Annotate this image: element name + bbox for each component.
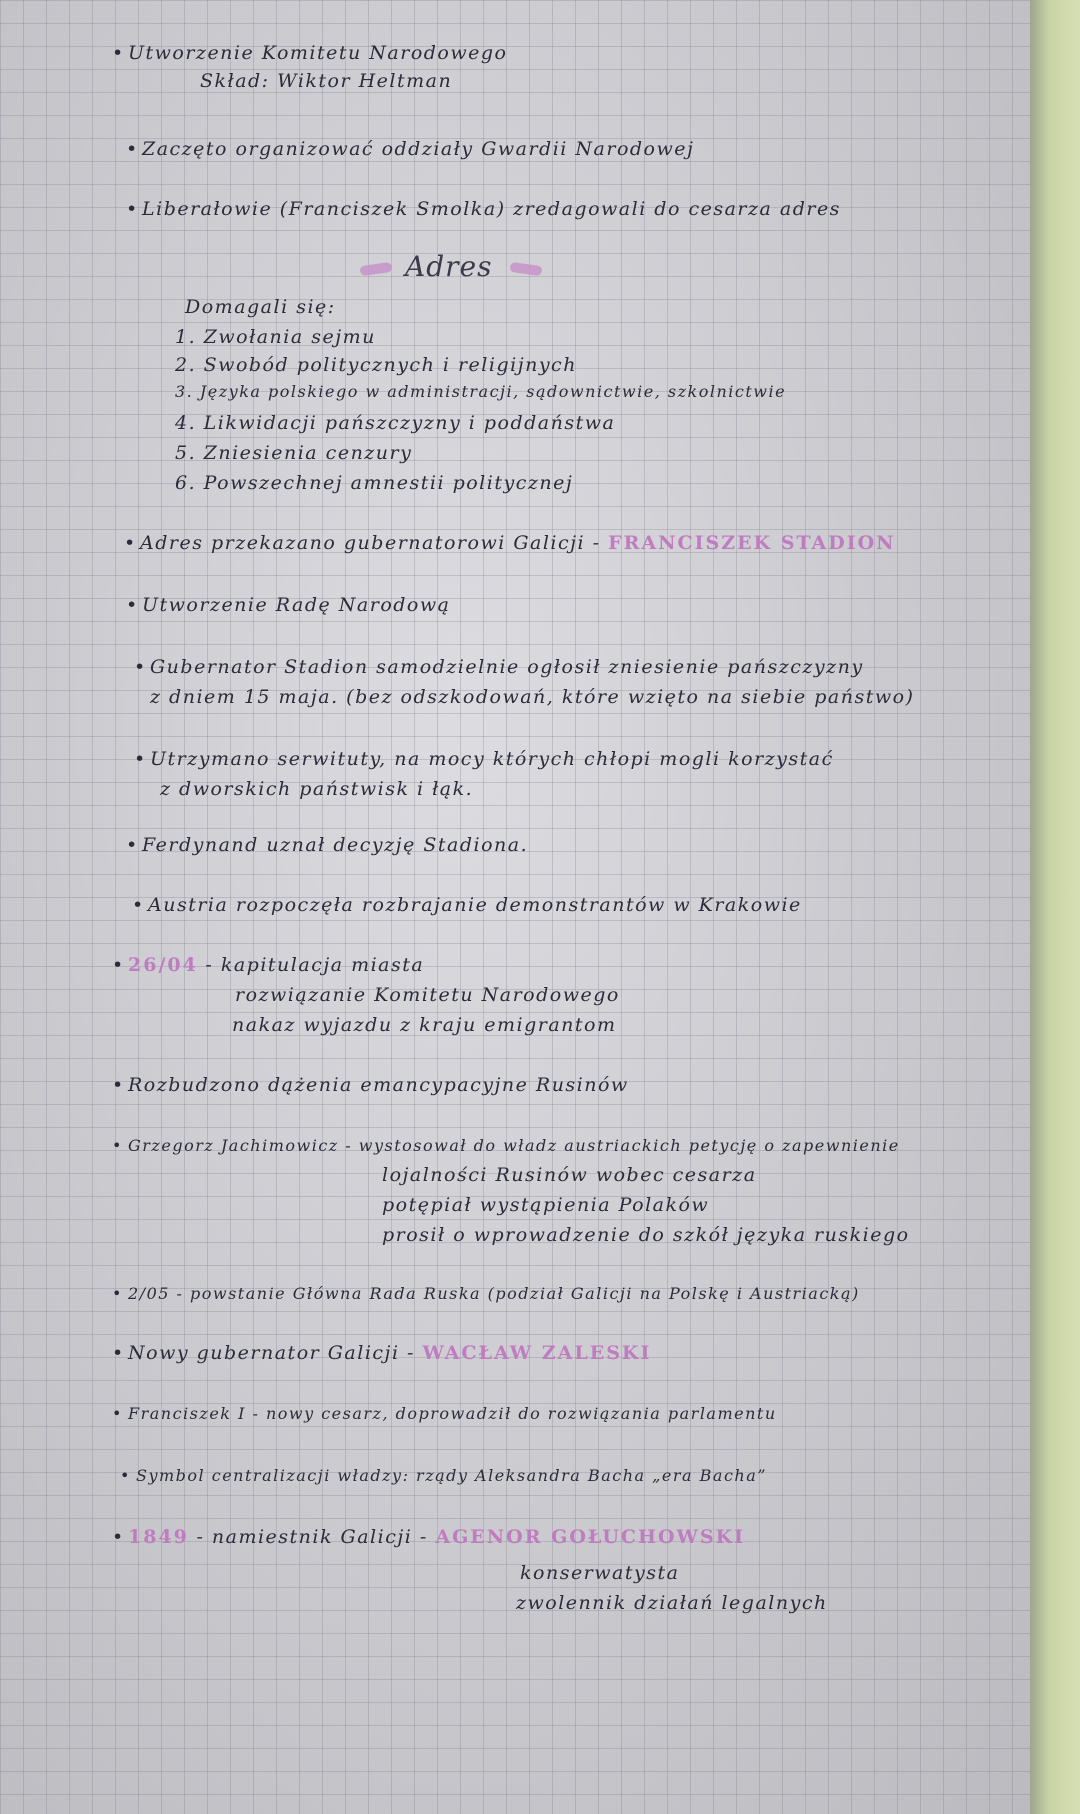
- note-line: • Utworzenie Radę Narodową: [142, 594, 450, 616]
- highlighted-date: 26/04: [128, 954, 198, 976]
- note-line: • 2/05 - powstanie Główna Rada Ruska (podział Galicji na Polskę i Austriacką): [128, 1284, 860, 1303]
- highlighted-date: 1849: [128, 1526, 189, 1548]
- note-line: [128, 1342, 651, 1364]
- green-desk-edge: [1030, 0, 1080, 1814]
- note-text: Adres przekazano gubernatorowi Galicji -: [140, 532, 601, 554]
- note-line: konserwatysta: [520, 1562, 680, 1584]
- note-line: Skład: Wiktor Heltman: [200, 70, 453, 92]
- highlighted-name: WACŁAW ZALESKI: [422, 1342, 652, 1364]
- note-line: potępiał wystąpienia Polaków: [382, 1194, 710, 1216]
- list-item: 6. Powszechnej amnestii politycznej: [175, 472, 574, 494]
- note-line: [128, 1526, 745, 1548]
- note-line: • Utworzenie Komitetu Narodowego: [128, 42, 507, 64]
- note-text: Nowy gubernator Galicji -: [128, 1342, 415, 1364]
- note-line: lojalności Rusinów wobec cesarza: [382, 1164, 757, 1186]
- note-line: • Rozbudzono dążenia emancypacyjne Rusinów: [128, 1074, 629, 1096]
- list-item: 4. Likwidacji pańszczyzny i poddaństwa: [175, 412, 616, 434]
- note-line: • Franciszek I - nowy cesarz, doprowadził do rozwiązania parlamentu: [128, 1404, 777, 1423]
- note-line: z dniem 15 maja. (bez odszkodowań, które wzięto na siebie państwo): [150, 686, 915, 708]
- note-text: - kapitulacja miasta: [205, 954, 425, 976]
- note-line: Domagali się:: [185, 296, 336, 318]
- note-line: • Symbol centralizacji władzy: rządy Aleksandra Bacha „era Bacha”: [136, 1466, 767, 1485]
- list-item: 2. Swobód politycznych i religijnych: [175, 354, 577, 376]
- note-line: rozwiązanie Komitetu Narodowego: [235, 984, 620, 1006]
- note-line: • Liberałowie (Franciszek Smolka) zredagowali do cesarza adres: [142, 198, 841, 220]
- list-item: 5. Zniesienia cenzury: [175, 442, 413, 464]
- highlighted-name: AGENOR GOŁUCHOWSKI: [435, 1526, 745, 1548]
- note-line: • Gubernator Stadion samodzielnie ogłosił zniesienie pańszczyzny: [150, 656, 864, 678]
- note-line: • Austria rozpoczęła rozbrajanie demonstrantów w Krakowie: [148, 894, 802, 916]
- note-line: zwolennik działań legalnych: [516, 1592, 828, 1614]
- note-line: [140, 532, 896, 554]
- note-line: z dworskich państwisk i łąk.: [160, 778, 474, 800]
- list-item: 1. Zwołania sejmu: [175, 326, 376, 348]
- note-line: • Grzegorz Jachimowicz - wystosował do władz austriackich petycję o zapewnienie: [128, 1136, 900, 1155]
- note-line: • Ferdynand uznał decyzję Stadiona.: [142, 834, 528, 856]
- note-line: prosił o wprowadzenie do szkół języka ruskiego: [382, 1224, 910, 1246]
- list-item: 3. Języka polskiego w administracji, sądownictwie, szkolnictwie: [175, 382, 787, 401]
- highlighted-name: FRANCISZEK STADION: [608, 532, 896, 554]
- note-line: nakaz wyjazdu z kraju emigrantom: [232, 1014, 617, 1036]
- note-text: - namiestnik Galicji -: [196, 1526, 428, 1548]
- note-line: [128, 954, 424, 976]
- note-line: • Utrzymano serwituty, na mocy których chłopi mogli korzystać: [150, 748, 834, 770]
- section-title: Adres: [405, 250, 493, 283]
- note-line: • Zaczęto organizować oddziały Gwardii Narodowej: [142, 138, 694, 160]
